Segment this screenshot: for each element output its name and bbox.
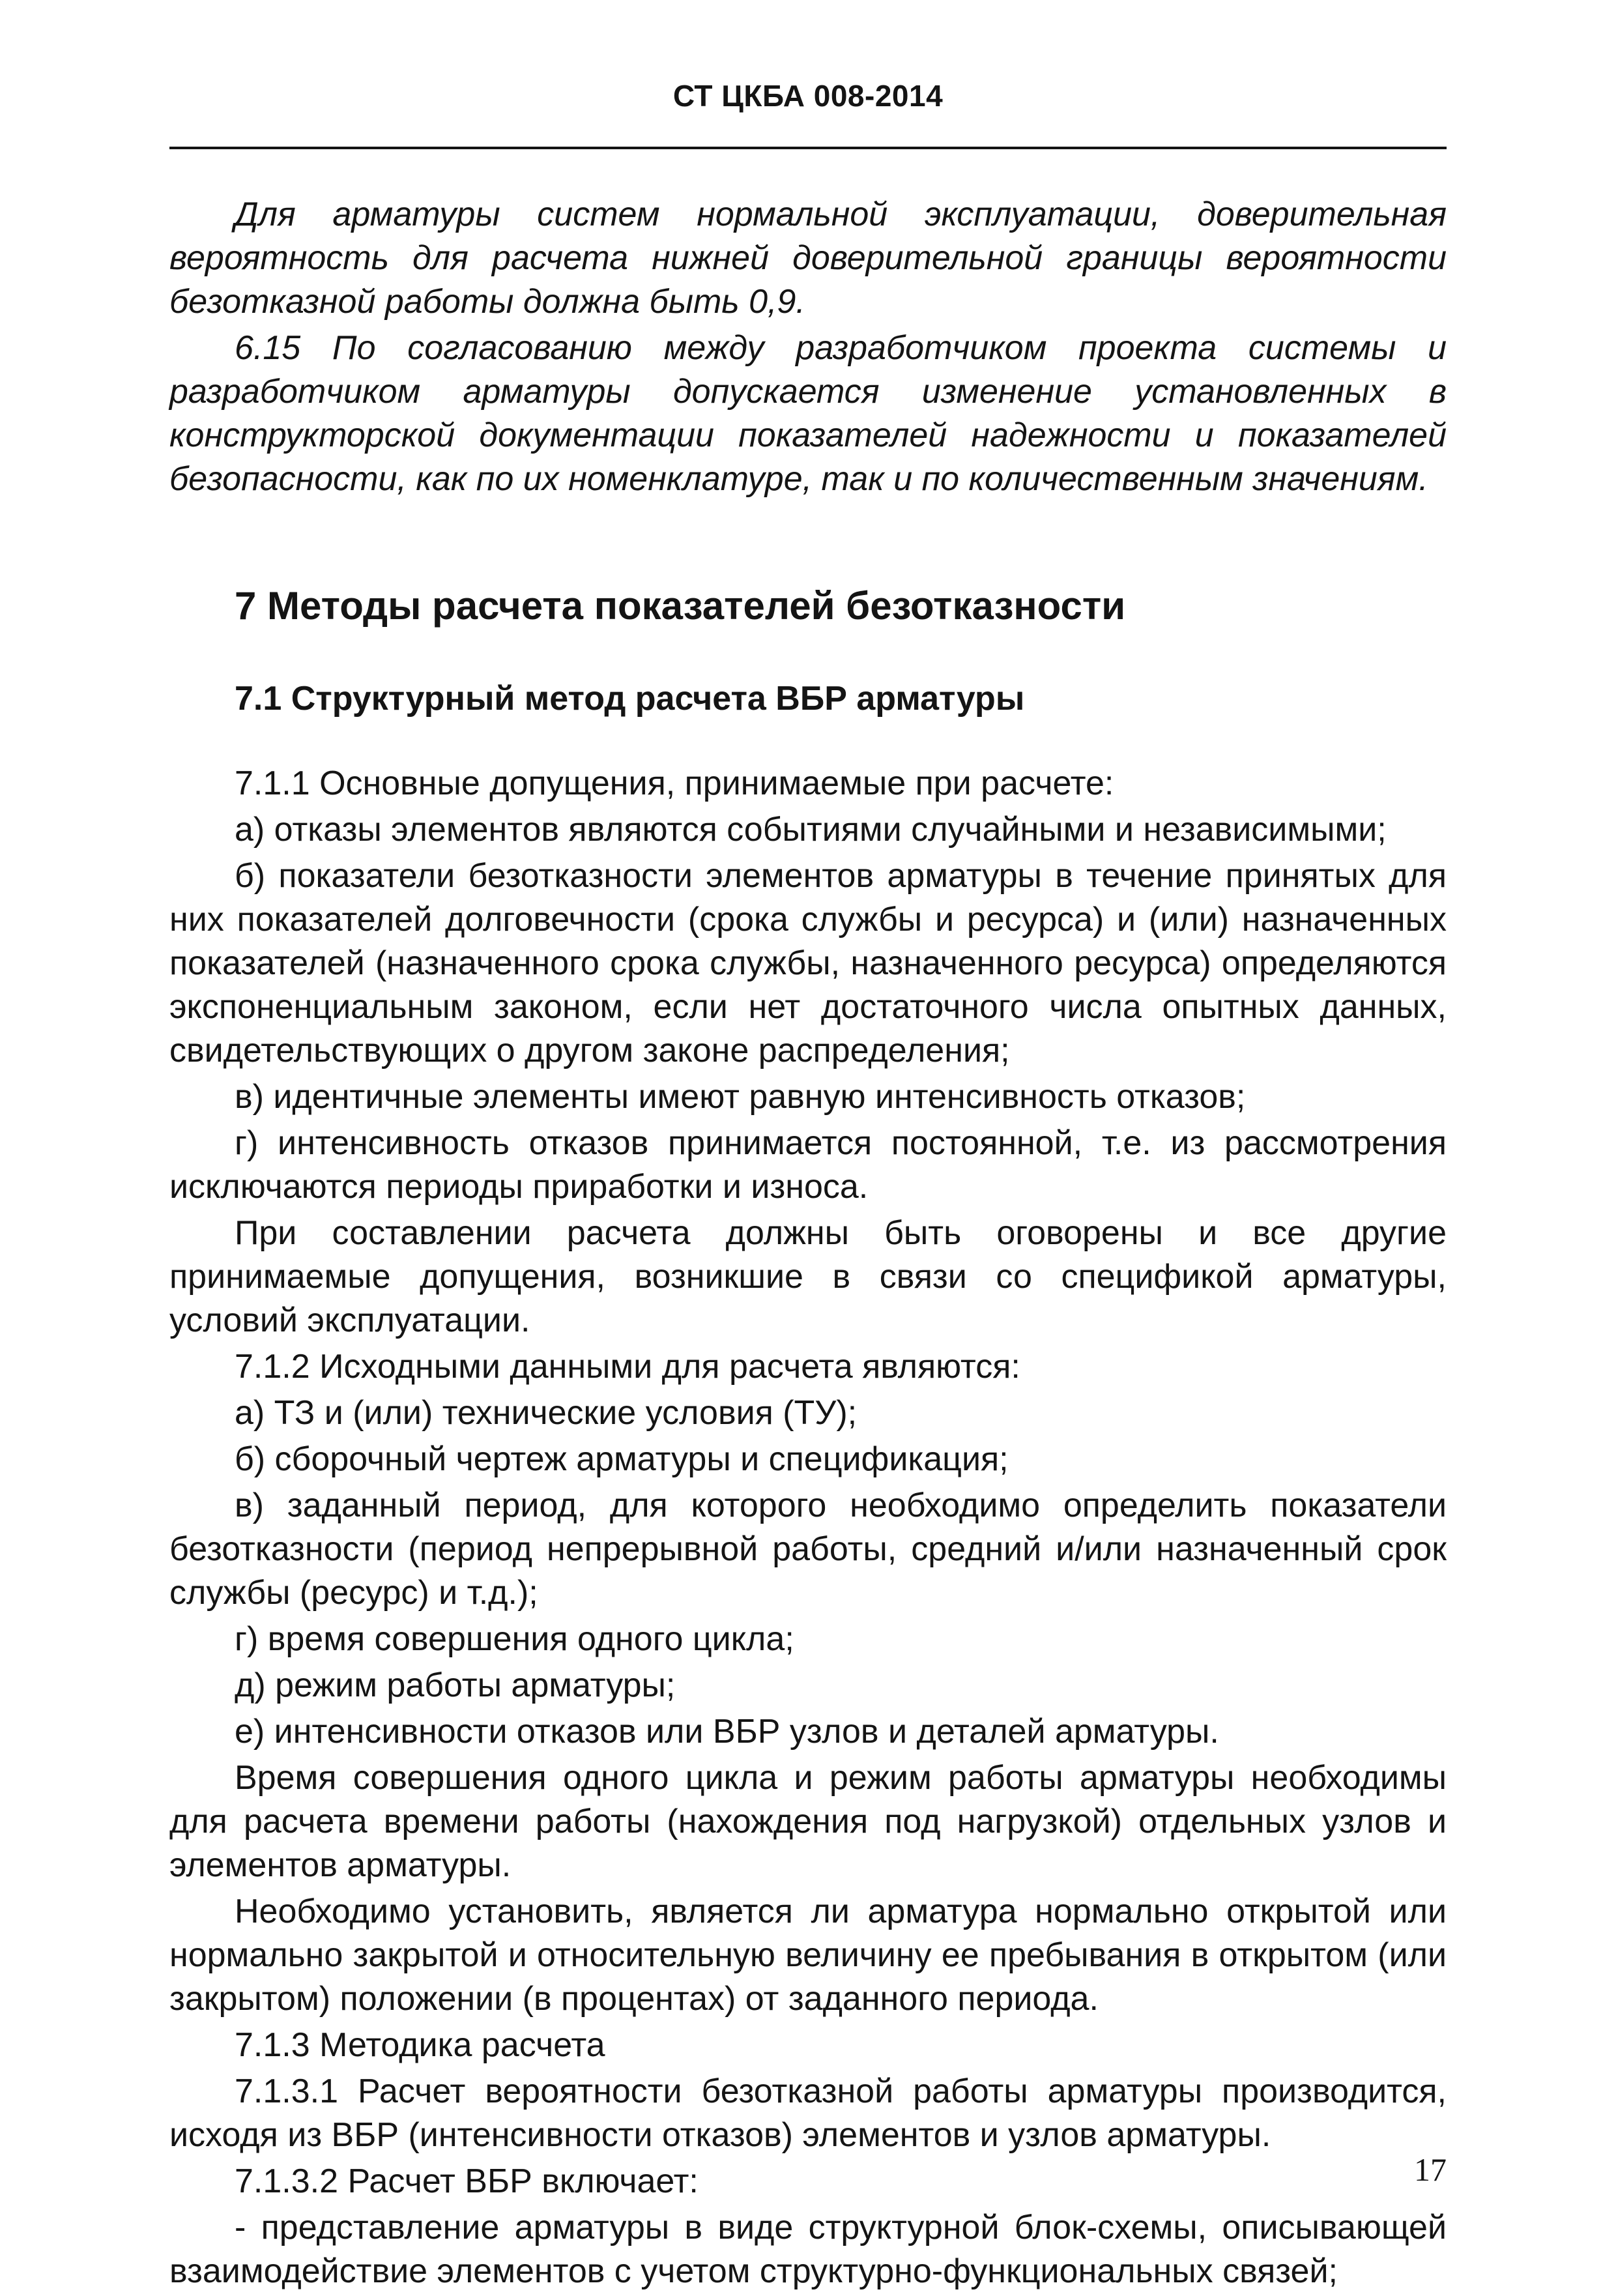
document-body xyxy=(169,193,1447,2296)
header-divider xyxy=(169,147,1447,149)
paragraph: 7.1.2 Исходными данными для расчета являются: xyxy=(235,1348,1020,1386)
list-item: а) ТЗ и (или) технические условия (ТУ); xyxy=(235,1394,858,1432)
paragraph: 7.1.3 Методика расчета xyxy=(235,2026,605,2064)
paragraph: Время совершения одного цикла и режим работы арматуры необходимы для расчета времени работы (нахождения под нагрузкой) отдельных узлов и элементов арматуры. xyxy=(169,1759,1447,1884)
list-item: а) отказы элементов являются событиями случайными и независимыми; xyxy=(235,811,1387,849)
paragraph: 6.15 По согласованию между разработчиком проекта системы и разработчиком арматуры допускается изменение установленных в конструкторской документации показателей надежности и показателей безопасности, как по их номенклатуре, так и по количественным значениям. xyxy=(169,329,1447,498)
paragraph: 7.1.3.1 Расчет вероятности безотказной работы арматуры производится, исходя из ВБР (интенсивности отказов) элементов и узлов арматуры. xyxy=(169,2072,1447,2154)
paragraph: Необходимо установить, является ли арматура нормально открытой или нормально закрытой и относительную величину ее пребывания в открытом (или закрытом) положении (в процентах) от заданного периода. xyxy=(169,1893,1447,2018)
paragraph: 7.1.3.2 Расчет ВБР включает: xyxy=(235,2162,699,2200)
section-heading: 7 Методы расчета показателей безотказности xyxy=(235,584,1126,628)
paragraph: 7.1.1 Основные допущения, принимаемые при расчете: xyxy=(235,764,1114,802)
paragraph: При составлении расчета должны быть оговорены и все другие принимаемые допущения, возникшие в связи со спецификой арматуры, условий эксплуатации. xyxy=(169,1214,1447,1339)
paragraph: Для арматуры систем нормальной эксплуатации, доверительная вероятность для расчета нижней доверительной границы вероятности безотказной работы должна быть 0,9. xyxy=(169,196,1447,321)
list-item: в) идентичные элементы имеют равную интенсивность отказов; xyxy=(235,1078,1246,1116)
list-item: б) показатели безотказности элементов арматуры в течение принятых для них показателей долговечности (срока службы и ресурса) и (или) назначенных показателей (назначенного срока службы, назначенного ресурса) определяются экспоненциальным законом, если нет достаточного числа опытных данных, свидетельствующих о другом законе распределения; xyxy=(169,857,1447,1069)
list-item: г) время совершения одного цикла; xyxy=(235,1620,794,1658)
list-item: в) заданный период, для которого необходимо определить показатели безотказности (период непрерывной работы, средний и/или назначенный срок службы (ресурс) и т.д.); xyxy=(169,1487,1447,1612)
list-item: е) интенсивности отказов или ВБР узлов и деталей арматуры. xyxy=(235,1713,1219,1751)
list-item: д) режим работы арматуры; xyxy=(235,1666,676,1704)
list-item: - представление арматуры в виде структурной блок-схемы, описывающей взаимодействие элементов с учетом структурно-функциональных связей; xyxy=(169,2209,1447,2290)
subsection-heading: 7.1 Структурный метод расчета ВБР арматуры xyxy=(235,680,1025,718)
document-header-title: СТ ЦКБА 008-2014 xyxy=(672,79,944,113)
list-item: г) интенсивность отказов принимается постоянной, т.е. из рассмотрения исключаются периоды приработки и износа. xyxy=(169,1124,1447,1206)
list-item: б) сборочный чертеж арматуры и спецификация; xyxy=(235,1440,1009,1478)
page-number: 17 xyxy=(1414,2151,1447,2188)
